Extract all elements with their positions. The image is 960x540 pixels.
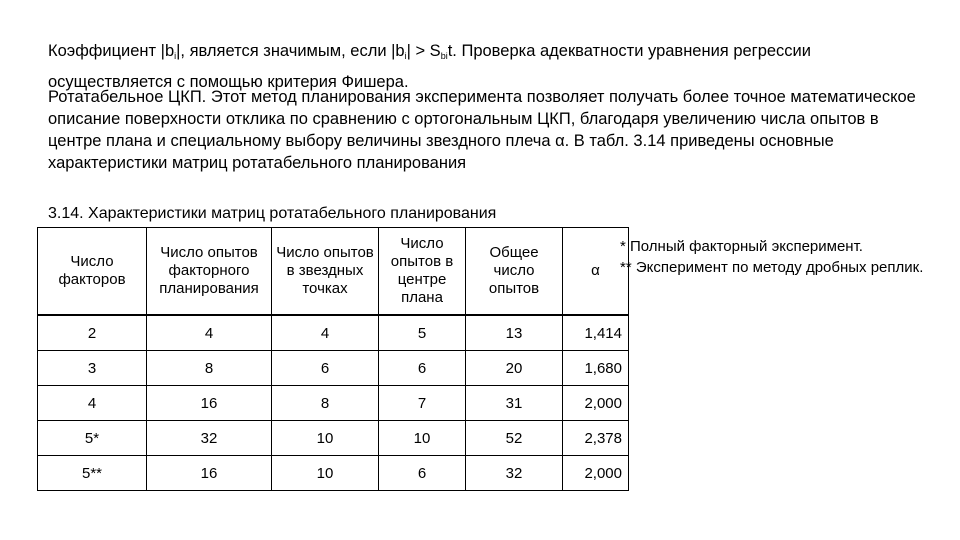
table-cell: 32 bbox=[466, 456, 563, 491]
table-row bbox=[38, 386, 629, 421]
table-cell: 5 bbox=[379, 315, 466, 351]
table-row bbox=[38, 315, 629, 351]
header-center-runs: Число опытов в центре плана bbox=[379, 228, 466, 316]
table-cell: 5** bbox=[38, 456, 147, 491]
table-cell: 13 bbox=[466, 315, 563, 351]
table-row bbox=[38, 351, 629, 386]
header-factors: Число факторов bbox=[38, 228, 147, 316]
table-cell: 3 bbox=[38, 351, 147, 386]
footnote-fractional-replica: ** Эксперимент по методу дробных реплик. bbox=[620, 259, 924, 276]
subscript-bi: bi bbox=[440, 51, 448, 61]
table-caption: 3.14. Характеристики матриц ротатабельного планирования bbox=[48, 205, 497, 222]
rotatable-matrix-table bbox=[37, 227, 629, 491]
table-cell: 2,000 bbox=[563, 456, 629, 491]
table-header-row bbox=[38, 228, 629, 316]
subscript-i: i bbox=[404, 51, 407, 61]
table-cell: 8 bbox=[147, 351, 272, 386]
intro-text-b: |, является значимым, если |b bbox=[176, 42, 405, 60]
table-row bbox=[38, 421, 629, 456]
table-cell: 8 bbox=[272, 386, 379, 421]
table-cell: 32 bbox=[147, 421, 272, 456]
header-factorial-runs: Число опытов факторного планирования bbox=[147, 228, 272, 316]
intro-text-a: Коэффициент |b bbox=[48, 42, 175, 60]
rotatable-ckp-paragraph: Ротатабельное ЦКП. Этот метод планирования эксперимента позволяет получать более точное математическое описание поверхности отклика по сравнению с ортогональным ЦКП, благодаря увеличению числа опытов в центре плана и специальному выбору величины звездного плеча α. В табл. 3.14 приведены основные характеристики матриц ротатабельного планирования bbox=[48, 88, 916, 172]
header-star-runs: Число опытов в звездных точках bbox=[272, 228, 379, 316]
footnote-full-factorial: * Полный факторный эксперимент. bbox=[620, 238, 863, 255]
table-cell: 1,680 bbox=[563, 351, 629, 386]
header-alpha: α bbox=[563, 228, 629, 316]
table-cell: 1,414 bbox=[563, 315, 629, 351]
table-cell: 2 bbox=[38, 315, 147, 351]
table-cell: 6 bbox=[272, 351, 379, 386]
table-cell: 6 bbox=[379, 456, 466, 491]
subscript-i: i bbox=[174, 51, 177, 61]
table-row bbox=[38, 456, 629, 491]
table-cell: 10 bbox=[272, 421, 379, 456]
header-total-runs: Общее число опытов bbox=[466, 228, 563, 316]
table-footnotes bbox=[620, 236, 940, 278]
table-cell: 2,000 bbox=[563, 386, 629, 421]
table-cell: 5* bbox=[38, 421, 147, 456]
table-cell: 31 bbox=[466, 386, 563, 421]
table-cell: 4 bbox=[147, 315, 272, 351]
table-cell: 6 bbox=[379, 351, 466, 386]
table-cell: 10 bbox=[379, 421, 466, 456]
intro-text-c: | > S bbox=[406, 42, 441, 60]
table-cell: 20 bbox=[466, 351, 563, 386]
table-cell: 52 bbox=[466, 421, 563, 456]
intro-text-d: t. Проверка адекватности уравнения регрессии осуществляется с помощью критерия Фишера. bbox=[48, 42, 811, 91]
table-cell: 4 bbox=[272, 315, 379, 351]
table-cell: 7 bbox=[379, 386, 466, 421]
table-cell: 10 bbox=[272, 456, 379, 491]
table-cell: 16 bbox=[147, 456, 272, 491]
table-cell: 4 bbox=[38, 386, 147, 421]
table-cell: 16 bbox=[147, 386, 272, 421]
table-cell: 2,378 bbox=[563, 421, 629, 456]
